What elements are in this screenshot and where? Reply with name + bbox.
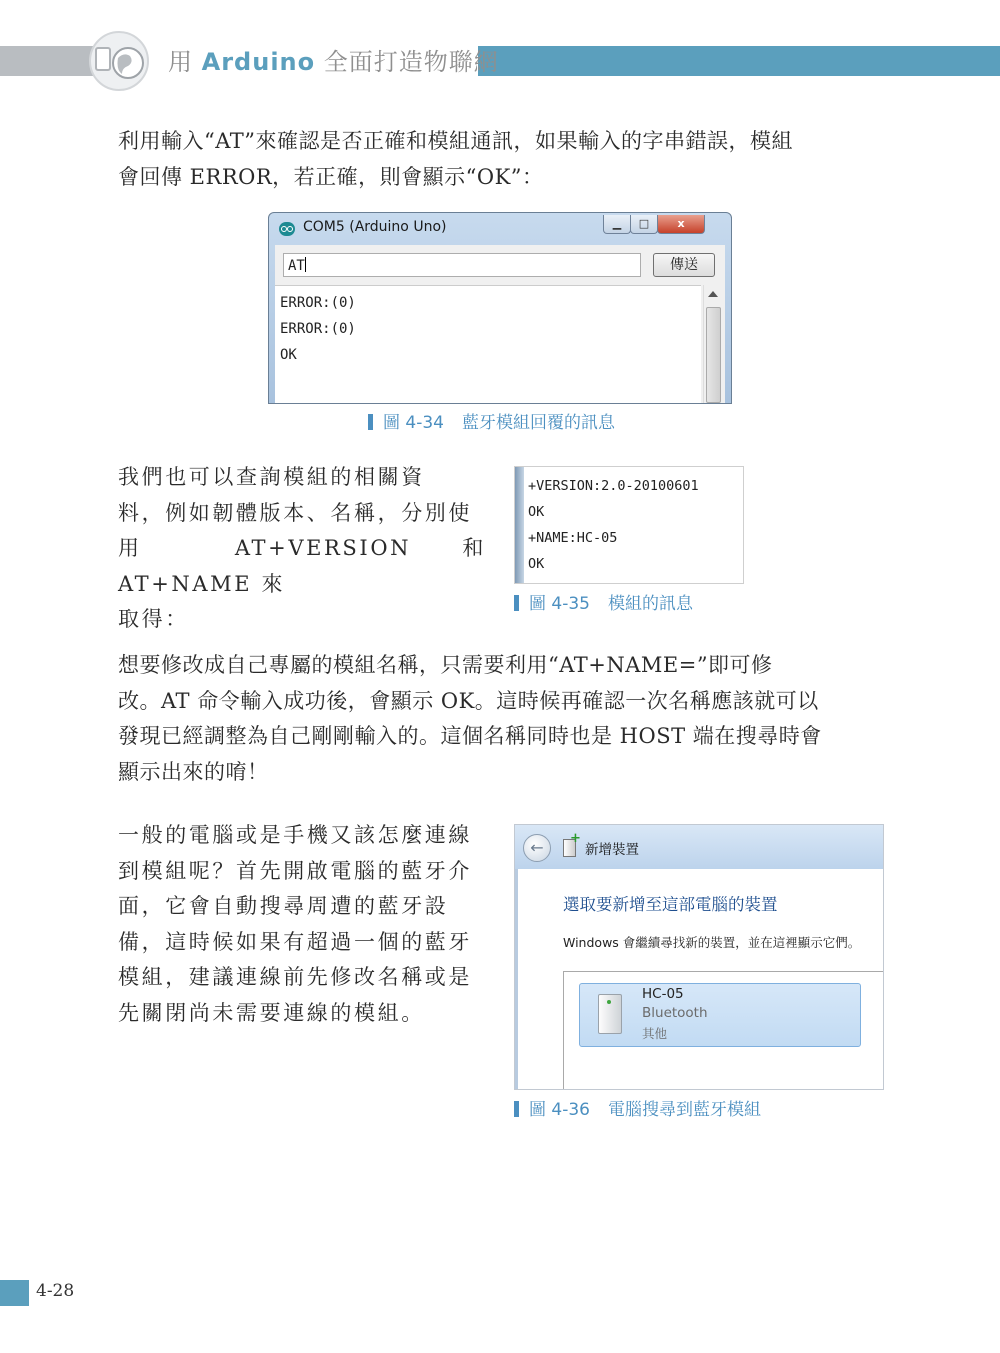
scroll-up-icon[interactable] bbox=[708, 291, 718, 297]
header-bar-right bbox=[478, 46, 1000, 76]
window-title: COM5 (Arduino Uno) bbox=[303, 219, 447, 235]
scroll-thumb[interactable] bbox=[706, 307, 721, 403]
globe-logo-icon bbox=[84, 30, 154, 92]
output-line: ERROR:(0) bbox=[280, 295, 356, 311]
device-name: HC-05 bbox=[642, 986, 684, 1002]
paragraph-rename: 想要修改成自己專屬的模組名稱，只需要利用“AT+NAME=”即可修 改。AT 命令輸入成功後，會顯示 OK。這時候再確認一次名稱應該就可以 發現已經調整為自己剛剛輸入的。這個名稱同時也是 HOST 端在搜尋時會 顯示出來的唷！ bbox=[118, 653, 822, 784]
add-device-dialog bbox=[514, 824, 884, 1090]
device-tile-hc05[interactable] bbox=[579, 983, 861, 1047]
minimize-button[interactable]: ▁ bbox=[603, 215, 631, 234]
command-input[interactable]: AT bbox=[283, 253, 641, 277]
dialog-title-bar bbox=[515, 825, 883, 869]
output-line: OK bbox=[528, 504, 545, 520]
add-device-icon bbox=[563, 839, 576, 857]
send-button[interactable]: 傳送 bbox=[653, 253, 715, 277]
figure-caption-4-35: 圖 4-35 模組的訊息 bbox=[514, 593, 693, 615]
dialog-side-border bbox=[515, 869, 518, 1089]
serial-monitor-window bbox=[268, 212, 732, 404]
back-button[interactable]: ← bbox=[523, 834, 551, 862]
serial-output bbox=[275, 285, 701, 403]
device-type: Bluetooth bbox=[642, 1005, 708, 1021]
dialog-heading: 選取要新增至這部電腦的裝置 bbox=[563, 895, 778, 914]
output-line: +VERSION:2.0-20100601 bbox=[528, 478, 699, 494]
figure-caption-4-36: 圖 4-36 電腦搜尋到藍牙模組 bbox=[514, 1099, 761, 1121]
dialog-title: 新增裝置 bbox=[585, 842, 639, 858]
title-bar bbox=[269, 213, 731, 245]
vertical-scrollbar[interactable] bbox=[703, 285, 722, 403]
caption-marker bbox=[514, 1101, 519, 1117]
monitor-client bbox=[275, 245, 725, 403]
paragraph-at-command: 利用輸入“AT”來確認是否正確和模組通訊，如果輸入的字串錯誤，模組 會回傳 ERROR，若正確，則會顯示“OK”： bbox=[118, 129, 793, 189]
bluetooth-device-icon bbox=[598, 994, 622, 1034]
output-line: OK bbox=[528, 556, 545, 572]
output-line: OK bbox=[280, 347, 297, 363]
figure-caption-4-34: 圖 4-34 藍牙模組回覆的訊息 bbox=[368, 412, 615, 434]
output-line: +NAME:HC-05 bbox=[528, 530, 618, 546]
output-line: ERROR:(0) bbox=[280, 321, 356, 337]
book-title: 用 Arduino 全面打造物聯網 bbox=[168, 48, 499, 76]
close-button[interactable]: x bbox=[657, 215, 705, 234]
page-number-block bbox=[0, 1280, 29, 1306]
text-caret bbox=[305, 257, 306, 272]
panel-edge bbox=[515, 467, 524, 583]
caption-marker bbox=[514, 595, 519, 611]
version-output-panel bbox=[514, 466, 744, 584]
arduino-icon bbox=[279, 222, 295, 236]
paragraph-query: 我們也可以查詢模組的相關資 料，例如韌體版本、名稱，分別使 用 AT+VERSION 和 AT+NAME 來 取得： bbox=[118, 465, 486, 631]
paragraph-connect: 一般的電腦或是手機又該怎麼連線 到模組呢？首先開啟電腦的藍牙介 面，它會自動搜尋周遭的藍牙設 備，這時候如果有超過一個的藍牙 模組，建議連線前先修改名稱或是 先關閉尚未需要連線的模組。 bbox=[118, 823, 472, 1025]
maximize-button[interactable]: □ bbox=[630, 215, 658, 234]
caption-marker bbox=[368, 414, 373, 430]
dialog-description: Windows 會繼續尋找新的裝置，並在這裡顯示它們。 bbox=[563, 935, 861, 950]
page-number: 4-28 bbox=[36, 1281, 75, 1301]
device-category: 其他 bbox=[642, 1026, 668, 1041]
